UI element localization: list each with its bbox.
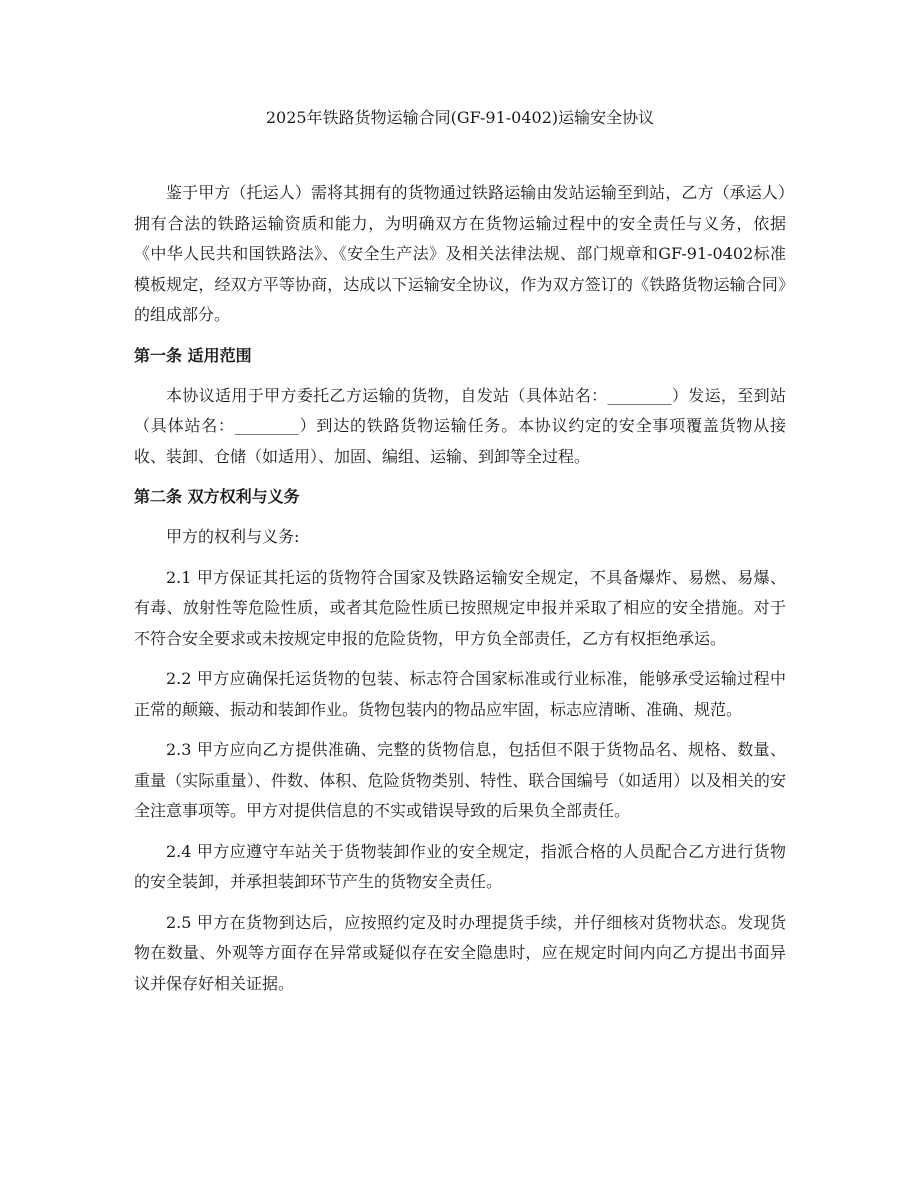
preamble-paragraph: 鉴于甲方（托运人）需将其拥有的货物通过铁路运输由发站运输至到站，乙方（承运人）拥有合法的铁路运输资质和能力，为明确双方在货物运输过程中的安全责任与义务，依据《中华人民共和国铁路法》、《安全生产法》及相关法律法规、部门规章和GF-91-0402标准模板规定，经双方平等协商，达成以下运输安全协议，作为双方签订的《铁路货物运输合同》的组成部分。 (134, 183, 786, 324)
clause-2-2: 2.2 甲方应确保托运货物的包装、标志符合国家标准或行业标准，能够承受运输过程中正常的颠簸、振动和装卸作业。货物包装内的物品应牢固，标志应清晰、准确、规范。 (134, 669, 786, 719)
clause-2-5: 2.5 甲方在货物到达后，应按照约定及时办理提货手续，并仔细核对货物状态。发现货物在数量、外观等方面存在异常或疑似存在安全隐患时，应在规定时间内向乙方提出书面异议并保存好相关证据。 (134, 912, 786, 993)
document-body (134, 178, 786, 1009)
article-1-paragraph: 本协议适用于甲方委托乙方运输的货物，自发站（具体站名：________）发运，至到站（具体站名：________）到达的铁路货物运输任务。本协议约定的安全事项覆盖货物从接收、装卸、仓储（如适用）、加固、编组、运输、到卸等全过程。 (134, 385, 786, 466)
article-1-heading: 第一条 适用范围 (134, 345, 252, 365)
clause-2-1: 2.1 甲方保证其托运的货物符合国家及铁路运输安全规定，不具备爆炸、易燃、易爆、有毒、放射性等危险性质，或者其危险性质已按照规定申报并采取了相应的安全措施。对于不符合安全要求或未按规定申报的危险货物，甲方负全部责任，乙方有权拒绝承运。 (134, 567, 786, 648)
document-title: 2025年铁路货物运输合同(GF-91-0402)运输安全协议 (265, 108, 655, 127)
clause-2-3: 2.3 甲方应向乙方提供准确、完整的货物信息，包括但不限于货物品名、规格、数量、重量（实际重量）、件数、体积、危险货物类别、特性、联合国编号（如适用）以及相关的安全注意事项等。甲方对提供信息的不实或错误导致的后果负全部责任。 (134, 740, 786, 820)
article-2-heading: 第二条 双方权利与义务 (134, 487, 300, 506)
clause-2-4: 2.4 甲方应遵守车站关于货物装卸作业的安全规定，指派合格的人员配合乙方进行货物的安全装卸，并承担装卸环节产生的货物安全责任。 (134, 841, 786, 891)
party-a-label: 甲方的权利与义务: (166, 527, 300, 546)
